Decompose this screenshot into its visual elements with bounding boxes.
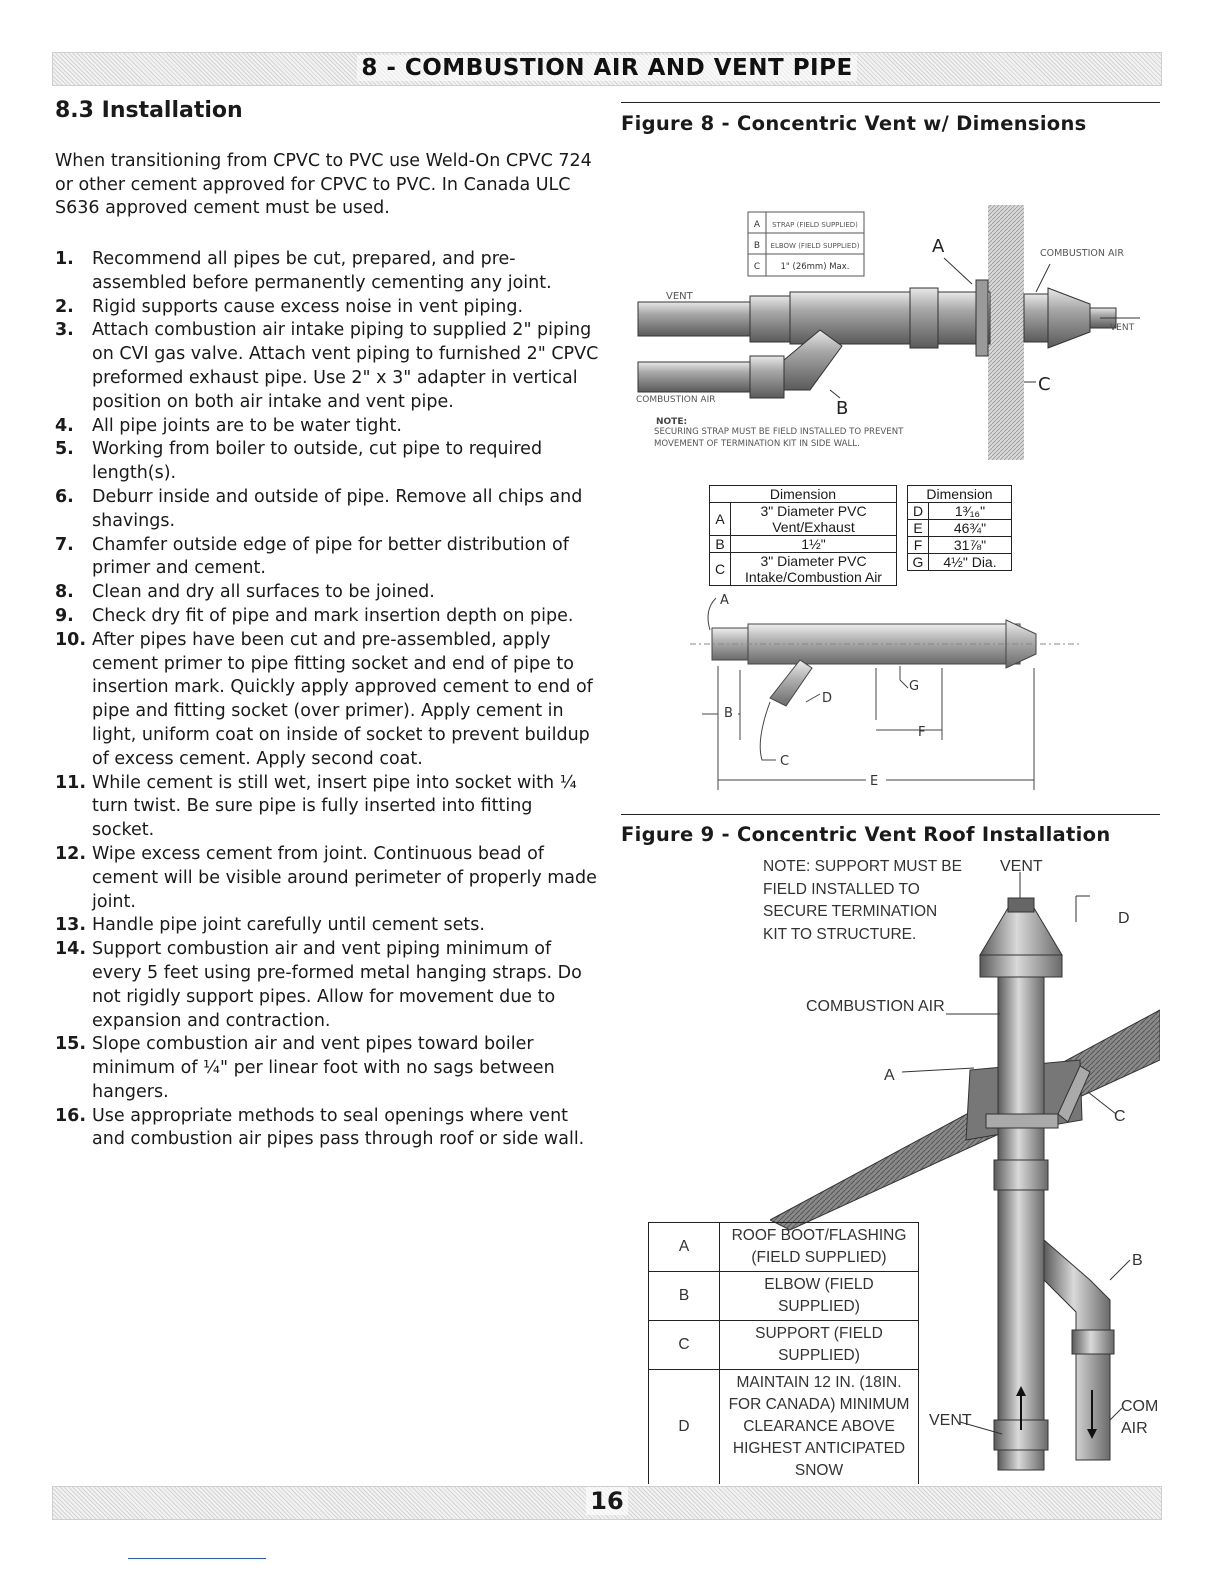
svg-text:B: B — [753, 241, 761, 251]
label-b-fig9: B — [1132, 1252, 1143, 1269]
label-b2: B — [724, 706, 733, 721]
combustion-air-label: COMBUSTION AIR — [636, 395, 716, 405]
combustion-air-fig9-label: COMBUSTION AIR — [806, 998, 945, 1015]
list-item: 13. Handle pipe joint carefully until cement sets. — [55, 915, 485, 936]
roof — [770, 1010, 1160, 1230]
figure8-title: Figure 8 - Concentric Vent w/ Dimensions — [621, 112, 1087, 135]
figure9-note: NOTE: SUPPORT MUST BE FIELD INSTALLED TO SECURE TERMINATION KIT TO STRUCTURE. — [763, 858, 962, 943]
label-a2: A — [720, 593, 729, 608]
list-item: 4. All pipe joints are to be water tight. — [55, 415, 402, 436]
list-item: 9. Check dry fit of pipe and mark insertion depth on pipe. — [55, 605, 574, 626]
label-e: E — [870, 774, 879, 789]
list-item: 11. While cement is still wet, insert pipe into socket with ¼ turn twist. Be sure pipe is fully inserted into fitting socket. — [55, 772, 577, 841]
combustion-air-pipe — [638, 362, 758, 392]
termination-cap — [1048, 288, 1090, 348]
combustion-air-right-label: COMBUSTION AIR — [1040, 248, 1124, 259]
vent-right-label: VENT — [1110, 323, 1135, 333]
wall — [988, 205, 1024, 460]
label-b: B — [836, 398, 849, 419]
vent-bottom-label: VENT — [929, 1412, 972, 1429]
com-air-label-2: AIR — [1121, 1420, 1148, 1437]
strap — [976, 280, 988, 356]
label-a: A — [932, 236, 945, 257]
figure8-legend — [748, 212, 864, 276]
figure9-rule — [621, 814, 1160, 815]
vent-label: VENT — [666, 291, 693, 302]
list-item: 5. Working from boiler to outside, cut pipe to required length(s). — [55, 439, 543, 484]
page-number: 16 — [53, 1487, 1161, 1515]
com-air-label-1: COM — [1121, 1398, 1159, 1415]
list-item: 8. Clean and dry all surfaces to be joined. — [55, 582, 435, 603]
svg-text:A: A — [753, 220, 761, 230]
list-item: 6. Deburr inside and outside of pipe. Remove all chips and shavings. — [55, 486, 583, 531]
label-f: F — [918, 725, 926, 740]
list-item: 15. Slope combustion air and vent pipes toward boiler minimum of ¼" per linear foot with no sags between hangers. — [55, 1034, 555, 1102]
label-c: C — [1038, 374, 1051, 395]
svg-text:1" (26mm) Max.: 1" (26mm) Max. — [780, 262, 850, 272]
header-band — [52, 52, 1162, 86]
figure8-note: SECURING STRAP MUST BE FIELD INSTALLED TO PREVENT MOVEMENT OF TERMINATION KIT IN SIDE WALL. — [654, 427, 904, 449]
installation-steps — [55, 248, 600, 1152]
svg-text:C: C — [753, 262, 761, 272]
termination-cap — [980, 908, 1062, 955]
note-title: NOTE: — [656, 417, 688, 427]
intro-paragraph: When transitioning from CPVC to PVC use Weld-On CPVC 724 or other cement approved for CPVC to PVC. In Canada ULC S636 approved cement must be used. — [55, 151, 592, 218]
svg-text:STRAP (FIELD SUPPLIED): STRAP (FIELD SUPPLIED) — [772, 221, 858, 229]
figure9-title: Figure 9 - Concentric Vent Roof Installation — [621, 823, 1111, 846]
figure9-table: A ROOF BOOT/FLASHING (FIELD SUPPLIED) B ELBOW (FIELD SUPPLIED) C SUPPORT (FIELD SUPPLIED) D MAINTAIN 12 IN. (18IN. FOR CANADA) MINIMUM CLEARANCE ABOVE HIGHEST ANTICIPATED SNOW — [648, 1222, 919, 1484]
label-d: D — [822, 691, 833, 706]
list-item: 1. Recommend all pipes be cut, prepared, and pre-assembled before permanently cementing any joint. — [55, 249, 552, 293]
list-item: 2. Rigid supports cause excess noise in vent piping. — [55, 296, 524, 317]
label-a-fig9: A — [884, 1067, 895, 1084]
list-item: 3. Attach combustion air intake piping to supplied 2" piping on CVI gas valve. Attach vent piping to furnished 2" CPVC preformed exhaust pipe. Use 2" x 3" adapter in vertical position on both air intake and vent pipe. — [55, 320, 599, 412]
footer-link-underline — [128, 1558, 266, 1559]
list-item: 14. Support combustion air and vent piping minimum of every 5 feet using pre-formed metal hanging straps. Do not rigidly support pipes. Allow for movement due to expansion and contraction. — [55, 939, 582, 1031]
section-heading: 8.3 Installation — [55, 98, 243, 123]
figure8-rule — [621, 102, 1160, 103]
svg-text:ELBOW (FIELD SUPPLIED): ELBOW (FIELD SUPPLIED) — [770, 242, 860, 250]
label-d-fig9: D — [1118, 910, 1130, 927]
vent-top-label: VENT — [1000, 858, 1043, 875]
figure8-wall-diagram — [620, 200, 1160, 470]
list-item: 16. Use appropriate methods to seal openings where vent and combustion air pipes pass through roof or side wall. — [55, 1105, 585, 1150]
list-item: 10. After pipes have been cut and pre-assembled, apply cement primer to pipe fitting socket and end of pipe to insertion mark. Quickly apply approved cement to end of pipe and fitting socket (over primer). Apply cement in light, uniform coat on inside of socket to prevent buildup of excess cement. Apply second coat. — [55, 629, 593, 769]
label-c-fig9: C — [1114, 1108, 1126, 1125]
label-g: G — [909, 679, 920, 694]
dimension-table-right: Dimension D 1³⁄₁₆" E 46¾" F 31⅞" G 4½" Dia. — [907, 485, 1012, 571]
section-title: 8 - COMBUSTION AIR AND VENT PIPE — [53, 55, 1161, 81]
label-c2: C — [780, 754, 790, 769]
list-item: 12. Wipe excess cement from joint. Continuous bead of cement will be visible around perimeter of properly made joint. — [55, 843, 597, 912]
figure8-dimension-diagram — [690, 590, 1080, 790]
list-item: 7. Chamfer outside edge of pipe for better distribution of primer and cement. — [55, 534, 569, 579]
dimension-table-left: Dimension A 3" Diameter PVC Vent/Exhaust B 1½" C 3" Diameter PVC Intake/Combustion Air — [709, 485, 897, 586]
intake-elbow — [770, 660, 812, 706]
footer-band — [52, 1486, 1162, 1520]
support-bracket — [986, 1114, 1058, 1128]
